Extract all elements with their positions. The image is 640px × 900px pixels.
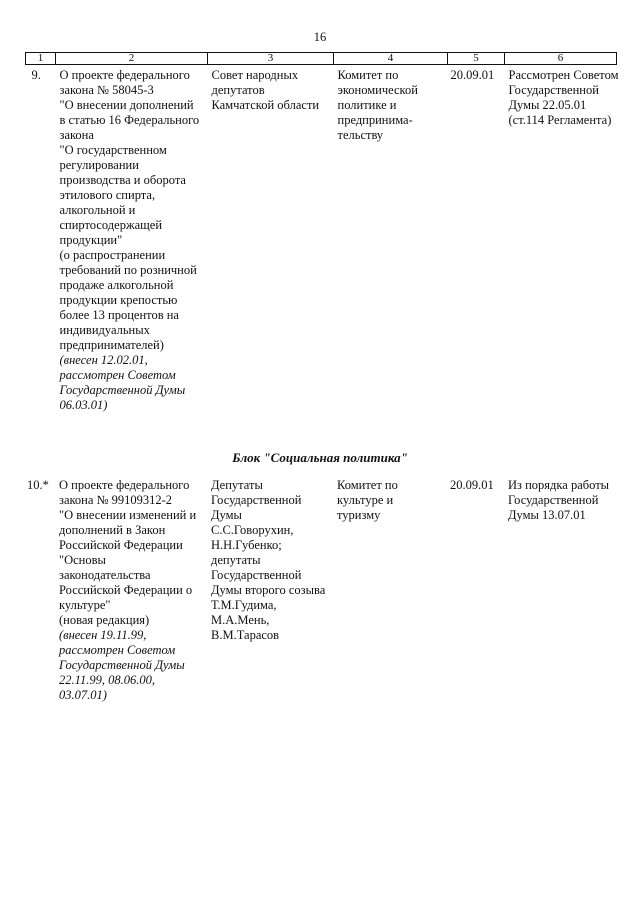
section-title: Блок "Социальная политика" [232,450,408,465]
text-line: культуре и [337,493,394,507]
text-line: рассмотрен Советом [59,643,176,657]
text-line: "Основы [59,553,106,567]
text-line: законодательства [59,568,151,582]
text-line: Т.М.Гудима, [211,598,277,612]
text-line: 03.07.01) [59,688,107,702]
row-number: 9. [31,68,41,82]
text-line: культуре" [59,598,111,612]
text-line: Совет народных [211,68,299,82]
text-line: в статью 16 Федерального [59,113,200,127]
text-line: Камчатской области [211,98,320,112]
text-line: Комитет по [337,68,399,82]
text-line: Государственной [508,493,599,507]
text-line: закона № 99109312-2 [59,493,173,507]
status [505,65,617,414]
header-col-3: 3 [208,53,334,65]
page-number: 16 [313,30,327,44]
text-line: (внесен 19.11.99, [59,628,147,642]
text-line: Государственной [508,83,599,97]
table-row [25,478,616,703]
text-line: В.М.Тарасов [211,628,280,642]
text-line: экономической [337,83,418,97]
header-col-1: 1 [26,53,56,65]
text-line: М.А.Мень, [211,613,270,627]
text-line: О проекте федерального [59,68,190,82]
text-line: спиртосодержащей [59,218,163,232]
text-line: (о распространении [59,248,166,262]
text-line: продукции крепостью [59,293,178,307]
document-table [25,52,617,413]
header-col-4: 4 [334,53,448,65]
column-number-header [26,53,617,65]
table-row [26,65,617,414]
text-line: этилового спирта, [59,188,156,202]
text-line: "О внесении дополнений [59,98,194,112]
text-line: Из порядка работы [508,478,610,492]
text-line: Российской Федерации о [59,583,193,597]
text-line: регулировании [59,158,139,172]
text-line: алкогольной и [59,203,136,217]
header-col-6: 6 [505,53,617,65]
header-col-5: 5 [448,53,505,65]
text-line: (ст.114 Регламента) [508,113,612,127]
text-line: Думы [211,508,242,522]
text-line: дополнений в Закон [59,523,166,537]
text-line: Государственной [211,493,302,507]
text-line: Думы 22.05.01 [508,98,587,112]
text-line: 06.03.01) [59,398,108,412]
text-line: Государственной [211,568,302,582]
text-line: требований по розничной [59,263,197,277]
text-line: Комитет по [337,478,398,492]
committee [334,65,448,414]
text-line: закона [59,128,94,142]
text-line: индивидуальных [59,323,150,337]
text-line: предпринима- [337,113,413,127]
initiator [208,65,334,414]
text-line: закона № 58045-3 [59,83,154,97]
status [504,478,616,703]
document-table-continued [25,478,616,703]
text-line: Думы 13.07.01 [508,508,586,522]
text-line: политике и [337,98,397,112]
text-line: туризму [337,508,381,522]
text-line: Государственной Думы [59,658,185,672]
initiator [207,478,333,703]
row-number: 10.* [27,478,49,492]
text-line: депутатов [211,83,265,97]
text-line: продукции" [59,233,123,247]
text-line: О проекте федерального [59,478,190,492]
bill-description [56,65,208,414]
text-line: Российской Федерации [59,538,183,552]
bill-description [55,478,207,703]
text-line: депутаты [211,553,261,567]
text-line: рассмотрен Советом [59,368,176,382]
date: 20.09.01 [450,478,494,492]
text-line: продаже алкогольной [59,278,174,292]
text-line: Рассмотрен Советом [508,68,619,82]
text-line: С.С.Говорухин, [211,523,294,537]
text-line: (новая редакция) [59,613,150,627]
text-line: Н.Н.Губенко; [211,538,282,552]
committee [333,478,447,703]
text-line: более 13 процентов на [59,308,179,322]
text-line: "О внесении изменений и [59,508,197,522]
text-line: Думы второго созыва [211,583,326,597]
text-line: предпринимателей) [59,338,164,352]
text-line: "О государственном [59,143,167,157]
text-line: 22.11.99, 08.06.00, [59,673,155,687]
text-line: (внесен 12.02.01, [59,353,148,367]
header-col-2: 2 [56,53,208,65]
text-line: Государственной Думы [59,383,186,397]
text-line: тельству [337,128,384,142]
text-line: Депутаты [211,478,263,492]
text-line: производства и оборота [59,173,186,187]
date: 20.09.01 [450,68,495,82]
